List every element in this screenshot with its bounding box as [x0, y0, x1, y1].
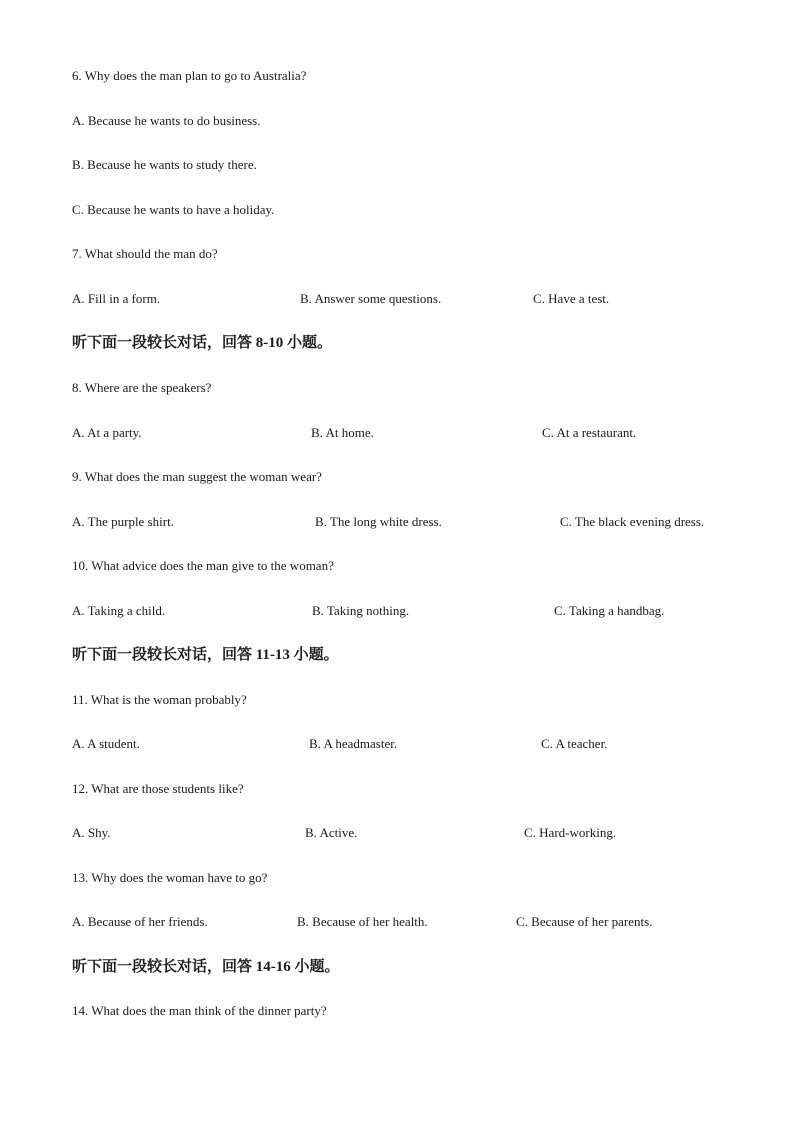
option-7b: B. Answer some questions. [300, 291, 442, 306]
question-7: 7. What should the man do? [72, 246, 218, 261]
option-9c: C. The black evening dress. [560, 514, 705, 529]
section-heading-8-10: 听下面一段较长对话，回答 8-10 小题。 [72, 335, 332, 351]
option-13a: A. Because of her friends. [72, 914, 208, 929]
question-9: 9. What does the man suggest the woman wear? [72, 469, 322, 484]
option-10c: C. Taking a handbag. [554, 603, 665, 618]
question-6: 6. Why does the man plan to go to Australia? [72, 68, 307, 83]
section-heading-11-13: 听下面一段较长对话，回答 11-13 小题。 [72, 647, 339, 663]
option-6c: C. Because he wants to have a holiday. [72, 202, 275, 217]
option-12b: B. Active. [305, 825, 358, 840]
question-13: 13. Why does the woman have to go? [72, 870, 268, 885]
option-9a: A. The purple shirt. [72, 514, 174, 529]
option-12a: A. Shy. [72, 825, 111, 840]
question-14: 14. What does the man think of the dinner party? [72, 1003, 327, 1018]
option-8a: A. At a party. [72, 425, 142, 440]
option-11b: B. A headmaster. [309, 736, 398, 751]
option-12c: C. Hard-working. [524, 825, 617, 840]
question-10: 10. What advice does the man give to the woman? [72, 558, 334, 573]
option-9b: B. The long white dress. [315, 514, 442, 529]
option-13c: C. Because of her parents. [516, 914, 653, 929]
question-11: 11. What is the woman probably? [72, 692, 247, 707]
option-7c: C. Have a test. [533, 291, 610, 306]
option-6b: B. Because he wants to study there. [72, 157, 257, 172]
section-heading-14-16: 听下面一段较长对话，回答 14-16 小题。 [72, 959, 340, 975]
option-8c: C. At a restaurant. [542, 425, 637, 440]
option-6a: A. Because he wants to do business. [72, 113, 261, 128]
option-13b: B. Because of her health. [297, 914, 428, 929]
option-11a: A. A student. [72, 736, 140, 751]
question-8: 8. Where are the speakers? [72, 380, 212, 395]
option-11c: C. A teacher. [541, 736, 608, 751]
option-8b: B. At home. [311, 425, 374, 440]
option-7a: A. Fill in a form. [72, 291, 161, 306]
question-12: 12. What are those students like? [72, 781, 244, 796]
option-10b: B. Taking nothing. [312, 603, 410, 618]
option-10a: A. Taking a child. [72, 603, 166, 618]
